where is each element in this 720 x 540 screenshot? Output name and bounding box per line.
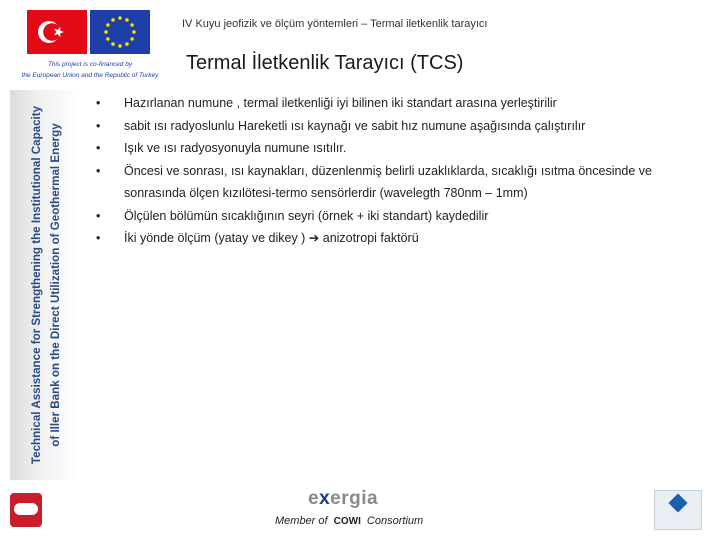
bullet-dot-icon: •	[96, 118, 101, 133]
sidebar-line-2: of Iller Bank on the Direct Utilization of Geothermal Energy	[49, 123, 62, 447]
bullet-text: Işık ve ısı radyosyonuyla numune ısıtılır.	[124, 141, 347, 155]
bullet-text: Hazırlanan numune , termal iletkenliği iyi bilinen iki standart arasına yerleştirilir	[124, 96, 557, 110]
bullet-item	[96, 160, 696, 205]
bullet-dot-icon: •	[96, 163, 101, 178]
slide-title: Termal İletkenlik Tarayıcı (TCS)	[186, 52, 464, 74]
exergia-logo	[308, 488, 378, 510]
bullet-dot-icon: •	[96, 141, 101, 155]
right-arrow-icon: ➔	[308, 231, 320, 245]
bullet-dot-icon: •	[96, 96, 101, 110]
bullet-item	[96, 205, 696, 228]
cfcu-logo	[10, 493, 42, 527]
bullet-text: sabit ısı radyoslunlu Hareketli ısı kaynağı ve sabit hız numune aşağısında çalıştırılır	[124, 118, 586, 133]
bullet-text-before: İki yönde ölçüm (yatay ve dikey )	[124, 231, 309, 245]
bullet-text: Ölçülen bölümün sıcaklığının seyri (örnek + iki standart) kaydedilir	[124, 208, 489, 223]
exergia-x: x	[319, 488, 331, 509]
bullet-list	[96, 92, 696, 250]
ilbank-logo	[654, 490, 702, 530]
bullet-item	[96, 227, 696, 250]
exergia-prefix: e	[308, 488, 320, 509]
sidebar-line-1: Technical Assistance for Strengthening the Institutional Capacity	[30, 105, 43, 465]
header-subtitle: IV Kuyu jeofizik ve ölçüm yöntemleri – Termal iletkenlik tarayıcı	[182, 18, 488, 30]
cofinance-line-1: This project is co-financed by	[47, 61, 133, 68]
consortium-note	[275, 515, 423, 527]
exergia-suffix: ergia	[330, 488, 379, 509]
bullet-text-after: anizotropi faktörü	[319, 231, 419, 245]
eu-flag-logo	[90, 10, 150, 54]
member-after: Consortium	[366, 515, 424, 527]
cfcu-logo-mark	[14, 503, 38, 515]
bullet-dot-icon: •	[96, 208, 101, 223]
bullet-item	[96, 92, 696, 115]
turkey-flag-logo	[27, 10, 87, 54]
bullet-item	[96, 137, 696, 160]
cowi-logo: COWI	[333, 516, 361, 527]
bullet-text: Öncesi ve sonrası, ısı kaynakları, düzenlenmiş belirli uzaklıklarda, sıcaklığı ısıtma öncesinde ve sonrasında ölçen kızılötesi-termo sensörlerdir (wavelegth 780nm – 1mm)	[124, 163, 653, 200]
bullet-item	[96, 115, 696, 138]
bullet-dot-icon: •	[96, 231, 101, 245]
sidebar-project-title	[27, 95, 65, 475]
cofinance-line-2: the European Union and the Republic of Turkey	[21, 72, 159, 79]
member-before: Member of	[275, 515, 328, 527]
cofinance-note	[8, 59, 172, 81]
ilbank-logo-mark	[668, 493, 687, 512]
